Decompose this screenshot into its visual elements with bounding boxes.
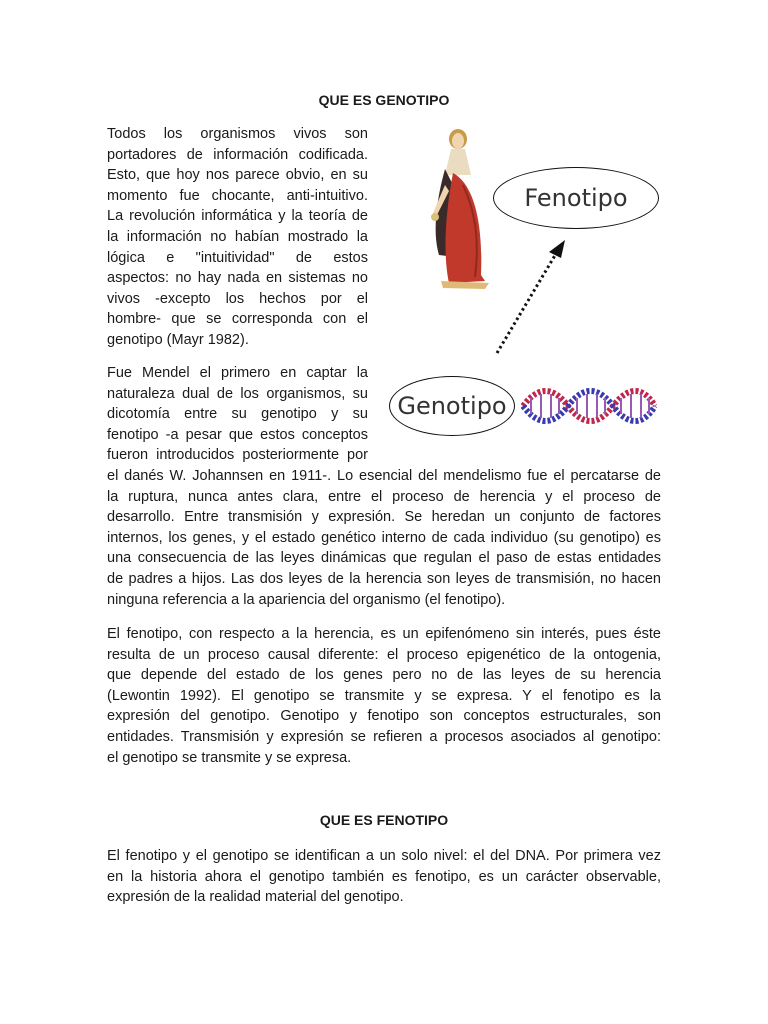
text-line: dicotomía entre su genotipo y su <box>107 406 368 423</box>
text-line: Esto, que hoy nos parece obvio, en su <box>107 167 368 184</box>
text-line: en la historia ahora el genotipo también es fenotipo, es un carácter observable, <box>107 868 661 885</box>
text-line: internos, los genes, y el estado genético interno de cada individuo (su genotipo) es <box>107 529 661 546</box>
text-line: vivos -excepto los hechos por el <box>107 290 368 307</box>
text-line: El fenotipo, con respecto a la herencia, es un epifenómeno sin interés, pues éste <box>107 626 661 642</box>
text-line: la información no habían mostrado la <box>107 228 368 245</box>
phenotype-label: Fenotipo <box>524 184 628 212</box>
paragraph-fenotipo <box>107 846 661 908</box>
genotype-label: Genotipo <box>397 392 507 420</box>
text-line: que depende del estado de los genes pero no de las leyes de su herencia <box>107 667 661 684</box>
text-line: ninguna referencia a la apariencia del organismo (el fenotipo). <box>107 591 506 608</box>
section-title-genotipo: QUE ES GENOTIPO <box>318 92 450 108</box>
dotted-arrow <box>485 238 575 358</box>
text-line: Todos los organismos vivos son <box>107 126 368 142</box>
paragraph-mendel-start <box>107 363 368 466</box>
text-line: el danés W. Johannsen en 1911-. Lo esencial del mendelismo fue el percatarse de <box>107 468 661 484</box>
paragraph-mendel-cont <box>107 466 661 610</box>
text-line: (Lewontin 1992). El genotipo se transmite y se expresa. Y el fenotipo es la <box>107 687 661 704</box>
text-line: resulta de un proceso causal diferente: el proceso epigenético de la ontogenia, <box>107 646 661 663</box>
text-line: lógica e "intuitividad" de estos <box>107 249 368 266</box>
paragraph-phenotype-heredity <box>107 624 661 768</box>
text-line: desarrollo. Entre transmisión y expresión. Se heredan un conjunto de factores <box>107 509 661 526</box>
dna-helix-image <box>521 386 657 426</box>
text-line: momento fue chocante, anti-intuitivo. <box>107 187 368 204</box>
text-line: portadores de información codificada. <box>107 146 368 163</box>
text-line: la ruptura, nunca antes clara, entre el proceso de herencia y el proceso de <box>107 488 661 505</box>
genotype-phenotype-figure <box>385 120 675 450</box>
text-line: expresión de la realidad material del genotipo. <box>107 889 404 906</box>
text-line: de padres a hijos. Las dos leyes de la herencia son leyes de transmisión, no hacen <box>107 570 661 587</box>
text-line: fenotipo -a pesar que estos conceptos <box>107 426 368 443</box>
section-title-fenotipo: QUE ES FENOTIPO <box>319 812 449 828</box>
text-line: Fue Mendel el primero en captar la <box>107 365 368 381</box>
text-line: fueron introducidos posteriormente por <box>107 447 368 464</box>
genotype-oval <box>389 376 515 436</box>
text-line: entidades. Transmisión y expresión se refieren a procesos asociados al genotipo: <box>107 728 661 745</box>
text-line: aspectos: no hay nada en sistemas no <box>107 270 368 287</box>
text-line: una consecuencia de las leyes dinámicas que regulan el paso de estas entidades <box>107 550 661 567</box>
text-line: La revolución informática y la teoría de <box>107 208 368 225</box>
phenotype-oval <box>493 167 659 229</box>
text-line: El fenotipo y el genotipo se identifican a un solo nivel: el del DNA. Por primera vez <box>107 848 661 864</box>
text-line: el genotipo se transmite y se expresa. <box>107 749 352 766</box>
text-line: genotipo (Mayr 1982). <box>107 331 249 348</box>
text-line: hombre- que se corresponda con el <box>107 311 368 328</box>
text-line: naturaleza dual de los organismos, su <box>107 385 368 402</box>
text-line: expresión del genotipo. Genotipo y fenotipo son conceptos estructurales, son <box>107 708 661 725</box>
paragraph-intro <box>107 124 368 351</box>
